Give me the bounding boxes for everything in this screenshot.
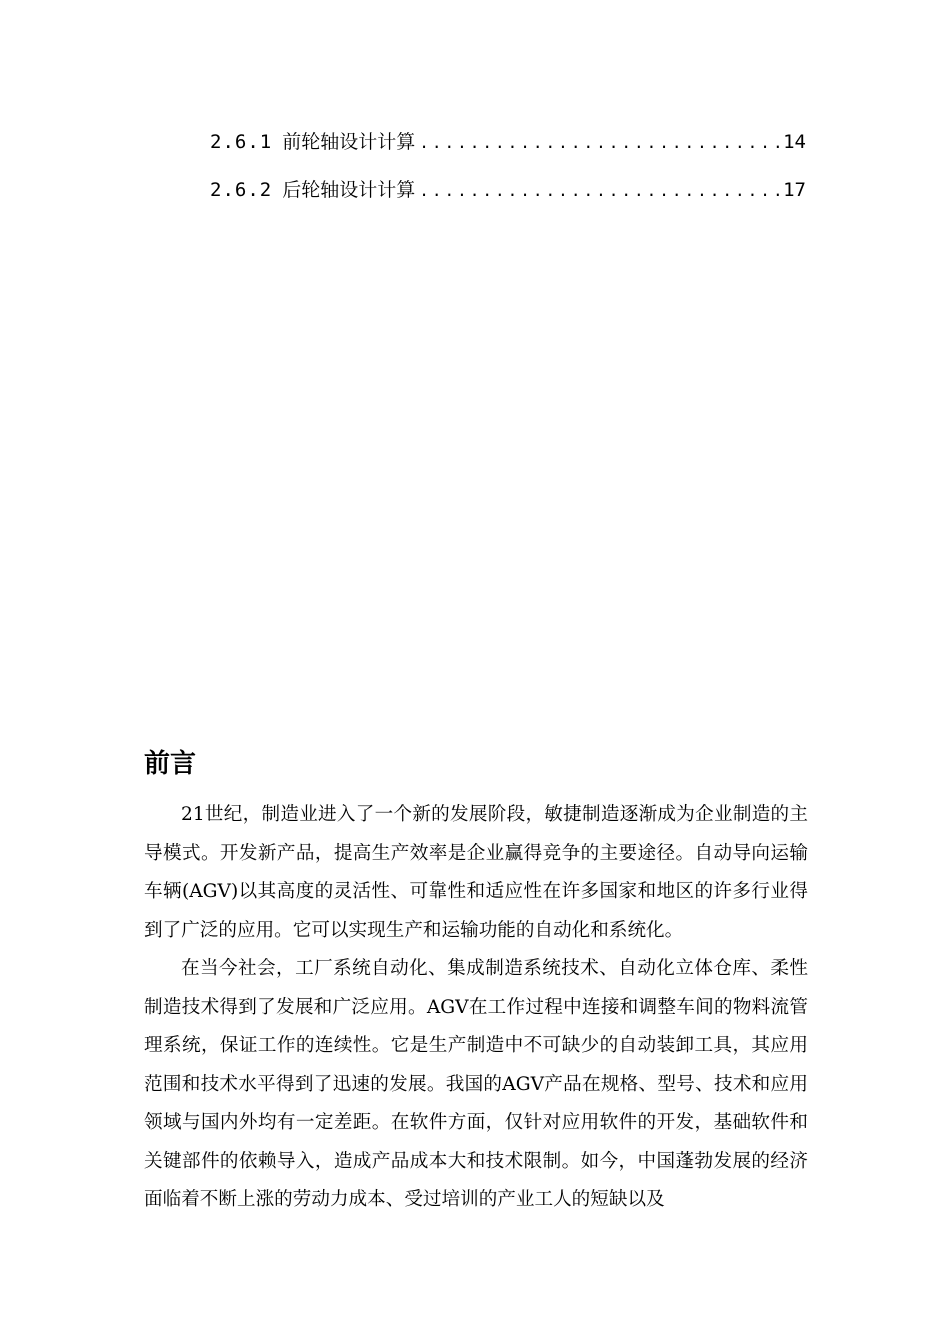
paragraph: 在当今社会，工厂系统自动化、集成制造系统技术、自动化立体仓库、柔性制造技术得到了发展和广泛应用。AGV在工作过程中连接和调整车间的物料流管理系统，保证工作的连续性。它是生产制造中不可缺少的自动装卸工具，其应用范围和技术水平得到了迅速的发展。我国的AGV产品在规格、型号、技术和应用领域与国内外均有一定差距。在软件方面，仅针对应用软件的开发，基础软件和关键部件的依赖导入，造成产品成本大和技术限制。如今，中国蓬勃发展的经济面临着不断上涨的劳动力成本、受过培训的产业工人的短缺以及 — [144, 958, 808, 1210]
toc-entry-title: 后轮轴设计计算 — [282, 179, 416, 201]
toc-entry-number: 2.6.1 — [210, 131, 273, 153]
paragraph: 21世纪，制造业进入了一个新的发展阶段，敏捷制造逐渐成为企业制造的主导模式。开发新产品，提高生产效率是企业赢得竞争的主要途径。自动导向运输车辆(AGV)以其高度的灵活性、可靠性和适应性在许多国家和地区的许多行业得到了广泛的应用。它可以实现生产和运输功能的自动化和系统化。 — [144, 804, 808, 941]
toc-entry-page: 14 — [783, 131, 806, 153]
toc-entry-title: 前轮轴设计计算 — [282, 131, 416, 153]
section-body — [144, 796, 808, 1220]
section-heading: 前言 — [144, 749, 197, 779]
toc-entry-number: 2.6.2 — [210, 179, 273, 201]
toc-entry[interactable] — [210, 172, 806, 220]
toc-entry[interactable] — [210, 124, 806, 172]
toc-dot-leader — [419, 173, 779, 209]
toc-entry-page: 17 — [783, 179, 806, 201]
toc-dot-leader — [419, 125, 779, 161]
table-of-contents — [210, 124, 806, 220]
